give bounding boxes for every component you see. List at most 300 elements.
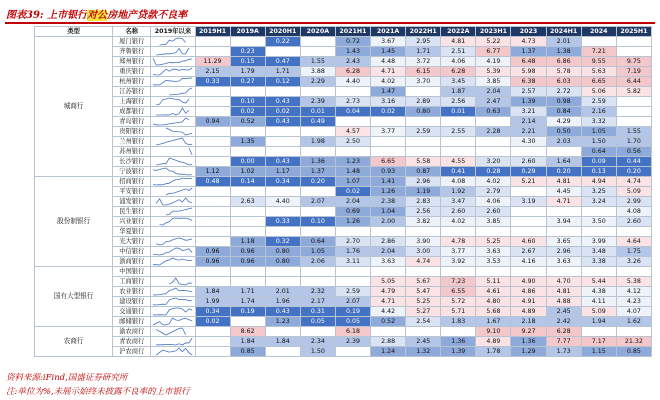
value-cell: 1.36 <box>511 337 546 347</box>
value-cell <box>371 327 406 337</box>
value-cell: 0.02 <box>371 107 406 117</box>
value-cell: 5.47 <box>406 287 441 297</box>
value-cell: 2.54 <box>406 317 441 327</box>
value-cell <box>195 327 230 337</box>
value-cell: 0.64 <box>300 237 335 247</box>
sparkline <box>151 57 194 66</box>
value-cell <box>300 277 335 287</box>
value-cell: 2.17 <box>300 297 335 307</box>
value-cell <box>230 227 265 237</box>
table-row <box>35 107 652 117</box>
sparkline-cell <box>151 187 195 197</box>
value-cell: 1.26 <box>371 187 406 197</box>
bank-name-cell: 兰州银行 <box>113 137 151 147</box>
value-cell <box>195 217 230 227</box>
sparkline-cell <box>151 237 195 247</box>
value-cell: 3.88 <box>300 67 335 77</box>
value-cell: 0.32 <box>265 237 300 247</box>
value-cell <box>195 87 230 97</box>
value-cell: 1.26 <box>335 217 370 227</box>
sparkline <box>151 67 194 76</box>
value-cell: 4.29 <box>546 117 581 127</box>
table-row <box>35 217 652 227</box>
sparkline <box>151 197 194 206</box>
value-cell: 4.61 <box>476 287 511 297</box>
value-cell <box>476 267 511 277</box>
bank-name-cell: 浦发银行 <box>113 197 151 207</box>
value-cell: 3.85 <box>476 77 511 87</box>
table-row <box>35 137 652 147</box>
value-cell <box>546 267 581 277</box>
value-cell: 1.62 <box>616 317 651 327</box>
value-cell: 1.94 <box>581 317 616 327</box>
value-cell <box>230 217 265 227</box>
sparkline-cell <box>151 107 195 117</box>
value-cell <box>300 147 335 157</box>
value-cell: 2.45 <box>546 307 581 317</box>
sparkline-line <box>153 78 192 85</box>
value-cell <box>511 147 546 157</box>
table-row <box>35 327 652 337</box>
value-cell <box>300 207 335 217</box>
value-cell: 2.21 <box>511 127 546 137</box>
sparkline-cell <box>151 247 195 257</box>
value-cell: 2.55 <box>441 127 476 137</box>
value-cell: 4.02 <box>476 177 511 187</box>
value-cell: 2.38 <box>371 197 406 207</box>
value-cell: 2.83 <box>406 197 441 207</box>
value-cell: 4.02 <box>371 77 406 87</box>
bank-name-cell: 宁波银行 <box>113 167 151 177</box>
value-cell: 2.60 <box>476 207 511 217</box>
value-cell: 0.52 <box>230 117 265 127</box>
value-cell <box>300 87 335 97</box>
value-cell <box>265 127 300 137</box>
sparkline-cell <box>151 267 195 277</box>
sparkline <box>151 47 194 56</box>
table-row <box>35 147 652 157</box>
value-cell: 0.34 <box>265 177 300 187</box>
table-row <box>35 37 652 47</box>
value-cell: 2.07 <box>300 197 335 207</box>
value-cell: 3.45 <box>441 77 476 87</box>
value-cell: 0.43 <box>265 97 300 107</box>
value-cell: 4.78 <box>441 237 476 247</box>
sparkline-line <box>157 48 190 55</box>
table-row <box>35 207 652 217</box>
value-cell: 0.31 <box>300 307 335 317</box>
value-cell: 0.04 <box>335 107 370 117</box>
value-cell: 0.93 <box>371 167 406 177</box>
value-cell <box>546 147 581 157</box>
value-cell: 1.04 <box>371 207 406 217</box>
value-cell <box>265 207 300 217</box>
value-cell: 0.50 <box>546 127 581 137</box>
sparkline-cell <box>151 157 195 167</box>
value-cell <box>300 127 335 137</box>
value-cell: 0.96 <box>195 247 230 257</box>
value-cell: 1.02 <box>230 167 265 177</box>
value-cell: 1.41 <box>371 177 406 187</box>
value-cell <box>300 37 335 47</box>
value-cell: 0.96 <box>230 257 265 267</box>
value-cell: 5.27 <box>406 307 441 317</box>
table-row <box>35 337 652 347</box>
table-row <box>35 257 652 267</box>
value-cell: 0.02 <box>335 187 370 197</box>
value-cell: 1.84 <box>230 337 265 347</box>
value-cell: 1.55 <box>616 127 651 137</box>
value-cell: 6.48 <box>511 57 546 67</box>
value-cell <box>335 277 370 287</box>
title-post: 房地产贷款不良率 <box>107 10 188 21</box>
value-cell: 2.86 <box>371 237 406 247</box>
bank-name-cell: 青岛银行 <box>113 117 151 127</box>
sparkline-line <box>166 188 192 195</box>
value-cell: 2.06 <box>300 257 335 267</box>
value-cell: 4.88 <box>546 297 581 307</box>
value-cell: 1.17 <box>265 167 300 177</box>
sparkline-cell <box>151 307 195 317</box>
value-cell <box>195 267 230 277</box>
value-cell <box>265 187 300 197</box>
value-cell: 0.27 <box>230 77 265 87</box>
value-cell <box>195 227 230 237</box>
value-cell: 0.49 <box>300 117 335 127</box>
value-cell: 3.77 <box>371 127 406 137</box>
category-cell: 股份制银行 <box>35 177 113 267</box>
value-cell <box>195 237 230 247</box>
sparkline-line <box>170 278 193 285</box>
bank-name-cell: 苏州银行 <box>113 147 151 157</box>
header-cell: 2024 <box>581 27 616 37</box>
value-cell <box>406 147 441 157</box>
value-cell <box>441 117 476 127</box>
sparkline <box>151 127 194 136</box>
header-cell: 2022H1 <box>406 27 441 37</box>
value-cell: 1.38 <box>546 47 581 57</box>
value-cell: 0.00 <box>230 157 265 167</box>
bank-name-cell: 交通银行 <box>113 307 151 317</box>
value-cell: 0.19 <box>335 307 370 317</box>
value-cell <box>476 117 511 127</box>
value-cell: 0.20 <box>616 167 651 177</box>
value-cell <box>406 267 441 277</box>
value-cell: 0.80 <box>265 247 300 257</box>
value-cell: 4.19 <box>476 57 511 67</box>
sparkline <box>151 157 194 166</box>
value-cell: 1.15 <box>581 347 616 357</box>
value-cell <box>265 47 300 57</box>
value-cell <box>546 207 581 217</box>
value-cell: 0.80 <box>406 107 441 117</box>
value-cell: 1.37 <box>511 47 546 57</box>
value-cell: 5.71 <box>441 307 476 317</box>
value-cell <box>195 147 230 157</box>
value-cell <box>195 207 230 217</box>
header-cell: 2019A <box>230 27 265 37</box>
header-cell: 2021H1 <box>335 27 370 37</box>
value-cell <box>616 107 651 117</box>
value-cell: 1.78 <box>476 347 511 357</box>
value-cell: 7.19 <box>616 67 651 77</box>
value-cell: 4.94 <box>581 177 616 187</box>
value-cell: 7.77 <box>546 337 581 347</box>
value-cell: 4.89 <box>476 337 511 347</box>
value-cell: 0.96 <box>195 257 230 267</box>
value-cell: 2.34 <box>300 337 335 347</box>
bank-name-cell: 华夏银行 <box>113 227 151 237</box>
value-cell: 7.17 <box>581 337 616 347</box>
sparkline <box>151 317 194 326</box>
value-cell <box>581 267 616 277</box>
value-cell <box>300 187 335 197</box>
value-cell: 3.90 <box>406 237 441 247</box>
value-cell: 0.85 <box>616 347 651 357</box>
category-cell: 城商行 <box>35 37 113 177</box>
value-cell: 5.25 <box>476 237 511 247</box>
value-cell: 6.86 <box>546 57 581 67</box>
sparkline <box>151 77 194 86</box>
sparkline <box>151 117 194 126</box>
value-cell: 2.59 <box>406 127 441 137</box>
table-row <box>35 57 652 67</box>
value-cell: 3.16 <box>371 97 406 107</box>
sparkline-cell <box>151 217 195 227</box>
sparkline-line <box>153 308 192 315</box>
value-cell: 1.70 <box>616 137 651 147</box>
value-cell: 2.56 <box>441 97 476 107</box>
value-cell <box>195 37 230 47</box>
value-cell <box>195 277 230 287</box>
value-cell: 0.98 <box>546 97 581 107</box>
value-cell: 1.36 <box>441 337 476 347</box>
sparkline <box>151 107 194 116</box>
value-cell: 2.89 <box>406 97 441 107</box>
value-cell <box>511 187 546 197</box>
sparkline <box>151 277 194 286</box>
value-cell: 3.77 <box>441 247 476 257</box>
value-cell: 4.71 <box>371 297 406 307</box>
value-cell: 0.14 <box>230 177 265 187</box>
value-cell: 2.60 <box>441 207 476 217</box>
value-cell: 0.22 <box>265 37 300 47</box>
sparkline-line <box>189 148 192 155</box>
value-cell: 3.19 <box>511 197 546 207</box>
value-cell: 2.00 <box>371 217 406 227</box>
value-cell <box>230 87 265 97</box>
value-cell: 2.96 <box>406 177 441 187</box>
sparkline <box>151 327 194 336</box>
value-cell: 3.85 <box>476 217 511 227</box>
value-cell: 1.84 <box>195 287 230 297</box>
value-cell: 4.74 <box>616 177 651 187</box>
header-cell: 2023 <box>511 27 546 37</box>
value-cell: 2.03 <box>546 137 581 147</box>
value-cell <box>195 107 230 117</box>
table-row <box>35 307 652 317</box>
sparkline-cell <box>151 337 195 347</box>
value-cell: 4.40 <box>335 77 370 87</box>
value-cell: 0.12 <box>265 77 300 87</box>
value-cell: 1.36 <box>300 157 335 167</box>
header-cell: 2023H1 <box>476 27 511 37</box>
sparkline-line <box>157 198 193 205</box>
sparkline <box>151 227 194 236</box>
value-cell: 3.82 <box>406 217 441 227</box>
sparkline-cell <box>151 137 195 147</box>
header-cell: 类型 <box>35 27 113 37</box>
sparkline-line <box>170 88 193 95</box>
value-cell: 6.03 <box>546 77 581 87</box>
value-cell: 5.44 <box>581 277 616 287</box>
npl-table <box>34 26 652 357</box>
value-cell <box>230 147 265 157</box>
sparkline-cell <box>151 87 195 97</box>
sparkline <box>151 297 194 306</box>
value-cell: 0.41 <box>441 167 476 177</box>
sparkline-cell <box>151 347 195 357</box>
value-cell: 4.60 <box>511 237 546 247</box>
title-label: 图表39: <box>6 10 44 21</box>
bank-name-cell: 重庆银行 <box>113 67 151 77</box>
value-cell: 5.25 <box>406 297 441 307</box>
sparkline-line <box>153 168 192 175</box>
sparkline-cell <box>151 327 195 337</box>
value-cell: 1.23 <box>335 157 370 167</box>
value-cell: 4.89 <box>511 307 546 317</box>
value-cell <box>195 157 230 167</box>
value-cell: 1.39 <box>511 97 546 107</box>
bank-name-cell: 沪农商行 <box>113 347 151 357</box>
value-cell: 3.11 <box>335 257 370 267</box>
value-cell: 2.15 <box>195 67 230 77</box>
value-cell: 1.71 <box>230 287 265 297</box>
unit-note: 注:单位为%,未展示始终未披露不良率的上市银行 <box>6 387 190 397</box>
sparkline-line <box>157 338 193 345</box>
value-cell: 3.72 <box>406 57 441 67</box>
value-cell: 0.33 <box>265 217 300 227</box>
value-cell: 0.29 <box>511 167 546 177</box>
value-cell: 4.48 <box>371 57 406 67</box>
value-cell: 5.72 <box>441 297 476 307</box>
value-cell: 6.15 <box>406 67 441 77</box>
value-cell <box>616 97 651 107</box>
value-cell: 4.38 <box>581 287 616 297</box>
value-cell: 6.38 <box>511 77 546 87</box>
value-cell: 6.18 <box>335 327 370 337</box>
value-cell <box>581 327 616 337</box>
value-cell: 0.47 <box>265 57 300 67</box>
value-cell: 3.47 <box>441 197 476 207</box>
value-cell <box>230 37 265 47</box>
value-cell: 1.29 <box>511 347 546 357</box>
value-cell: 2.16 <box>581 107 616 117</box>
value-cell: 1.23 <box>265 317 300 327</box>
sparkline-cell <box>151 57 195 67</box>
bank-name-cell: 招商银行 <box>113 177 151 187</box>
value-cell: 0.20 <box>546 167 581 177</box>
value-cell: 0.87 <box>406 167 441 177</box>
value-cell <box>195 137 230 147</box>
sparkline-line <box>157 158 193 165</box>
value-cell <box>441 227 476 237</box>
value-cell <box>265 147 300 157</box>
value-cell: 4.07 <box>616 307 651 317</box>
value-cell: 1.47 <box>371 87 406 97</box>
value-cell: 6.28 <box>546 327 581 337</box>
value-cell: 4.02 <box>441 217 476 227</box>
value-cell: 3.94 <box>546 217 581 227</box>
bank-name-cell: 贵阳银行 <box>113 127 151 137</box>
value-cell: 2.04 <box>335 197 370 207</box>
value-cell: 1.05 <box>581 127 616 137</box>
value-cell: 4.40 <box>265 197 300 207</box>
value-cell <box>195 347 230 357</box>
value-cell: 2.01 <box>265 287 300 297</box>
value-cell: 4.12 <box>616 287 651 297</box>
value-cell: 5.67 <box>406 277 441 287</box>
bank-name-cell: 光大银行 <box>113 237 151 247</box>
source-note: 资料来源:iFind,国盛证券研究所 <box>6 373 128 383</box>
table-body <box>35 37 652 357</box>
value-cell <box>406 137 441 147</box>
value-cell: 2.56 <box>406 207 441 217</box>
value-cell: 0.96 <box>230 247 265 257</box>
value-cell: 4.06 <box>476 197 511 207</box>
sparkline-cell <box>151 317 195 327</box>
value-cell <box>581 227 616 237</box>
value-cell: 4.81 <box>546 177 581 187</box>
value-cell: 4.73 <box>511 37 546 47</box>
value-cell <box>511 267 546 277</box>
value-cell: 2.45 <box>406 337 441 347</box>
value-cell: 2.67 <box>511 247 546 257</box>
value-cell <box>265 347 300 357</box>
value-cell: 0.64 <box>581 147 616 157</box>
value-cell: 2.96 <box>546 247 581 257</box>
value-cell: 4.86 <box>511 287 546 297</box>
value-cell: 4.90 <box>511 277 546 287</box>
value-cell <box>581 37 616 47</box>
value-cell: 1.96 <box>265 297 300 307</box>
sparkline-cell <box>151 147 195 157</box>
value-cell: 1.12 <box>195 167 230 177</box>
value-cell <box>195 187 230 197</box>
value-cell <box>371 267 406 277</box>
header-cell: 2025H1 <box>616 27 651 37</box>
bank-name-cell: 长沙银行 <box>113 157 151 167</box>
value-cell: 4.71 <box>371 67 406 77</box>
value-cell: 4.23 <box>616 297 651 307</box>
value-cell: 2.50 <box>335 137 370 147</box>
sparkline-line <box>157 98 190 105</box>
value-cell: 3.65 <box>546 237 581 247</box>
value-cell <box>335 117 370 127</box>
value-cell <box>371 147 406 157</box>
sparkline <box>151 147 194 156</box>
value-cell: 4.55 <box>441 157 476 167</box>
category-cell: 农商行 <box>35 327 113 357</box>
value-cell: 4.71 <box>546 197 581 207</box>
header-cell: 2021A <box>371 27 406 37</box>
bank-name-cell: 民生银行 <box>113 207 151 217</box>
value-cell: 5.63 <box>581 67 616 77</box>
value-cell: 0.10 <box>300 217 335 227</box>
sparkline-line <box>160 38 186 45</box>
value-cell: 0.01 <box>441 107 476 117</box>
title-rule <box>5 22 655 24</box>
